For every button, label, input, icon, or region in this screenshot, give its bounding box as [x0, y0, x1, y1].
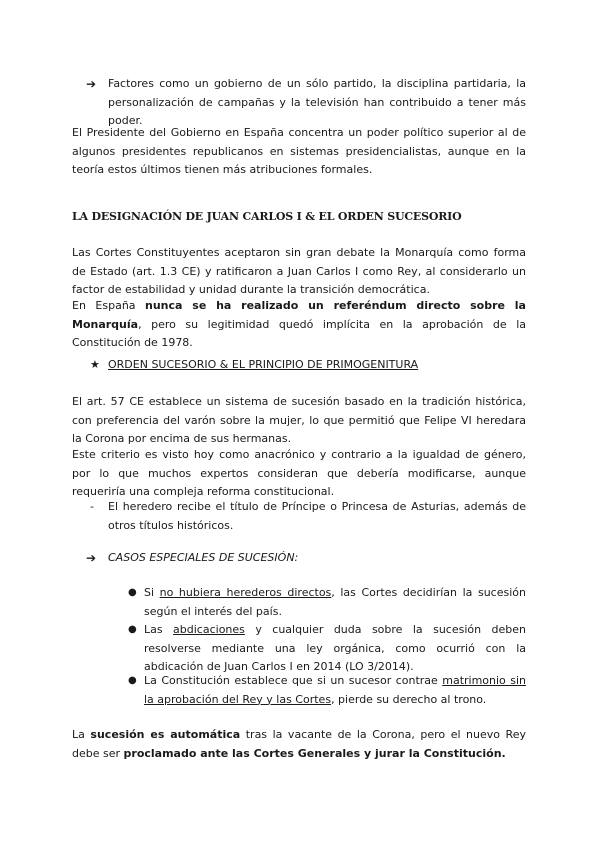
final-pre: La [72, 728, 91, 741]
caso-underline: matrimonio sin la aprobación del Rey y las Cortes [144, 674, 526, 706]
dash-bullet-icon: - [90, 500, 94, 513]
subheading-orden-sucesorio: ORDEN SUCESORIO & EL PRINCIPIO DE PRIMOGENITURA [108, 358, 419, 371]
paragraph-art57: El art. 57 CE establece un sistema de sucesión basado en la tradición histórica, con preferencia del varón sobre la mujer, lo que permitió que Felipe VI heredara la Corona por encima de sus hermanas. [72, 395, 526, 445]
caso-pre: Si [144, 586, 160, 599]
caso-post: , las Cortes decidirían la sucesión según el interés del país. [144, 586, 526, 618]
paragraph-criterio: Este criterio es visto hoy como anacrónico y contrario a la igualdad de género, por lo que muchos expertos consideran que debería modificarse, aunque requeriría una compleja reforma constitucional. [72, 448, 526, 498]
star-icon: ★ [90, 358, 100, 371]
round-bullet-icon: ● [128, 624, 137, 635]
casos-especiales-title: CASOS ESPECIALES DE SUCESIÓN: [108, 551, 299, 564]
section-heading-designacion: LA DESIGNACIÓN DE JUAN CARLOS I & EL ORDEN SUCESORIO [72, 210, 462, 223]
final-bold-1: sucesión es automática [90, 728, 241, 741]
arrow-bullet-icon: ➔ [86, 551, 97, 565]
caso-pre: Las [144, 623, 174, 636]
round-bullet-icon: ● [128, 675, 137, 686]
referendum-post: , pero su legitimidad quedó implícita en la aprobación de la Constitución de 1978. [72, 317, 526, 349]
final-mid: tras la vacante de la Corona, pero el nuevo Rey debe ser [72, 728, 526, 760]
caso-underline: abdicaciones [173, 623, 245, 636]
caso-underline: no hubiera herederos directos [159, 586, 332, 599]
round-bullet-icon: ● [128, 587, 137, 598]
caso-item [144, 672, 526, 709]
caso-post: y cualquier duda sobre la sucesión deben resolverse mediante una ley orgánica, como ocurrió con la abdicación de Juan Carlos I en 2014 (LO 3/2014). [144, 623, 527, 673]
item-factores-text: Factores como un gobierno de un sólo partido, la disciplina partidaria, la personalización de campañas y la televisión han contribuido a tener más poder. [108, 77, 526, 127]
caso-item [144, 621, 526, 677]
paragraph-presidente: El Presidente del Gobierno en España concentra un poder político superior al de algunos presidentes republicanos en sistemas presidencialistas, aunque en la teoría estos últimos tienen más atribuciones formales. [72, 126, 526, 176]
paragraph-referendum [72, 297, 526, 353]
item-heredero-text: El heredero recibe el título de Príncipe o Princesa de Asturias, además de otros títulos históricos. [108, 500, 526, 532]
caso-post: , pierde su derecho al trono. [331, 692, 487, 706]
caso-item [144, 584, 526, 621]
arrow-bullet-icon: ➔ [86, 77, 97, 91]
caso-pre: La Constitución establece que si un sucesor contrae [144, 674, 443, 687]
paragraph-cortes: Las Cortes Constituyentes aceptaron sin gran debate la Monarquía como forma de Estado (art. 1.3 CE) y ratificaron a Juan Carlos I como Rey, al considerarlo un factor de estabilidad y unidad durante la transición democrática. [72, 246, 526, 296]
referendum-pre: En España [72, 299, 146, 312]
final-bold-2: proclamado ante las Cortes Generales y jurar la Constitución. [123, 746, 506, 760]
paragraph-final [72, 726, 526, 763]
referendum-bold: nunca se ha realizado un referéndum directo sobre la Monarquía [72, 299, 526, 331]
